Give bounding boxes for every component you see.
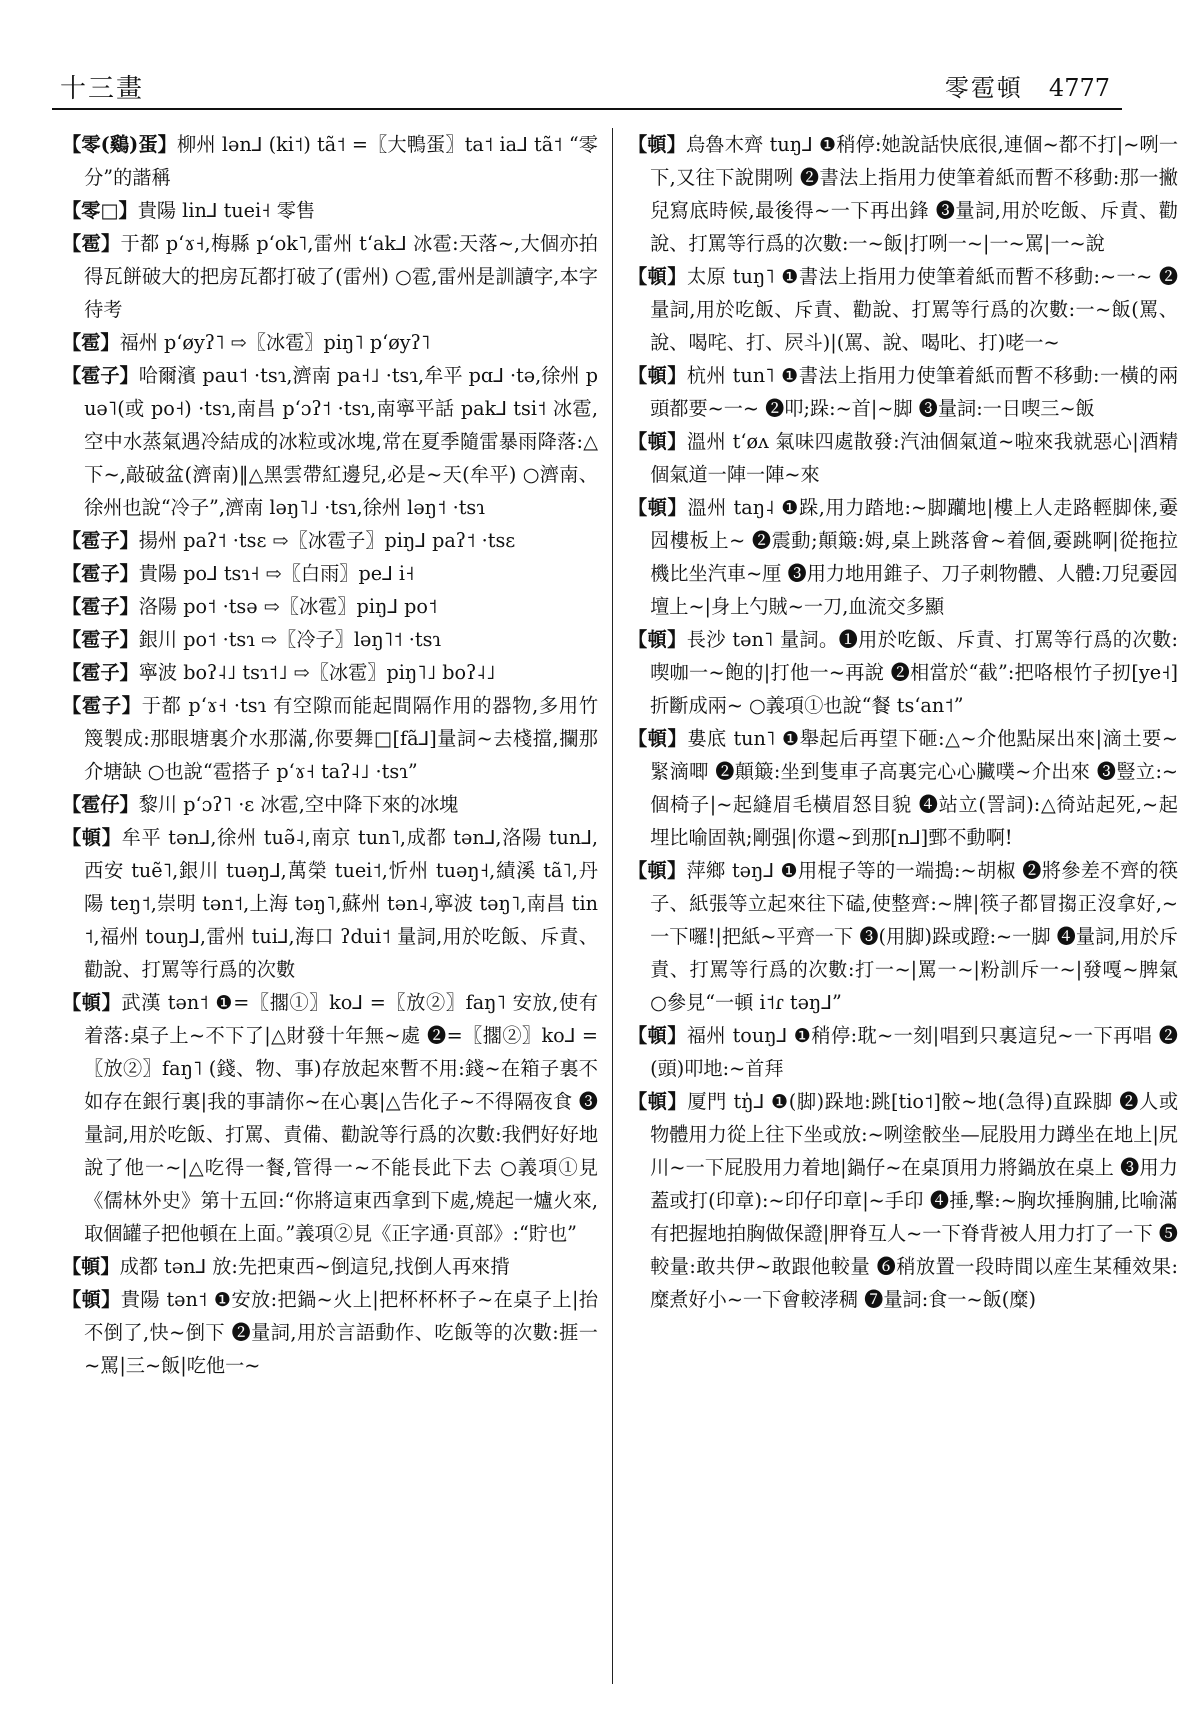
entry-definition: tun˥ ❶舉起后再望下砸:△~介他點屎出來|滴土要~緊滴唧 ❷顛簸:坐到隻車子高裏完心心臟噗~介出來 ❸豎立:~個椅子|~起縫眉毛橫眉怒目貌 ❹站立(詈詞):△徛站起死,~起埋比喻固執;剛强|你還~到那[n⅃]鄄不動啊! (650, 727, 1178, 849)
dictionary-entry (62, 359, 598, 524)
entry-headword: 【頓】 (628, 430, 687, 453)
entry-dialect-location: 柳州 (177, 133, 216, 156)
dictionary-entry (628, 722, 1178, 854)
entry-headword: 【雹子】 (62, 595, 139, 618)
entry-definition: tun˥ ❶書法上指用力使筆着紙而暫不移動:一橫的兩頭都要~一~ ❷叩;跺:~首|~脚 ❸量詞:一日喫三~飯 (650, 364, 1178, 420)
dictionary-entry (628, 1019, 1178, 1085)
entry-dialect-location: 寧波 (138, 661, 178, 684)
dictionary-entry (62, 194, 598, 227)
entry-dialect-location: 洛陽 (138, 595, 178, 618)
dictionary-entry (62, 986, 598, 1250)
entry-headword: 【雹】 (62, 232, 121, 255)
dictionary-entry (62, 689, 598, 788)
entry-dialect-location: 揚州 (138, 529, 178, 552)
page-header (52, 62, 1122, 110)
entry-definition: təŋ⅃ ❶用棍子等的一端搗:~胡椒 ❷將參差不齊的筷子、紙張等立起來往下磕,使整齊:~牌|筷子都冒搊正沒拿好,~一下囉!|把紙~平齊一下 ❸(用脚)跺或蹬:~一脚 ❹量詞,用於斥責、打罵等行爲的次數:打一~|罵一~|粉訓斥一~|發嘎~脾氣 ○參見“一頓 i˦ɾ təŋ⅃” (650, 859, 1178, 1014)
dictionary-entry (62, 326, 598, 359)
entry-headword: 【頓】 (628, 727, 688, 750)
entry-dialect-location: 黎川 (138, 793, 178, 816)
entry-dialect-location: 杭州 (686, 364, 727, 387)
entry-headword: 【頓】 (628, 859, 687, 882)
dictionary-entry (628, 1085, 1178, 1316)
entry-definition: lən⅃ (ki˦) tã˦ =〖大鴨蛋〗ta˦ ia⅃ tã˦ “零分”的諧稱 (84, 133, 598, 189)
entry-definition: tən˦ ❶安放:把鍋~火上|把杯杯杯子~在桌子上|抬不倒了,快~倒下 ❷量詞,用於言語動作、吃飯等的次數:捱一~罵|三~飯|吃他一~ (84, 1288, 598, 1377)
dictionary-entry (62, 557, 598, 590)
page-number: 4777 (1048, 74, 1110, 102)
dictionary-entry (62, 1250, 598, 1283)
entry-dialect-location: 貴陽 (120, 1288, 160, 1311)
entry-headword: 【頓】 (628, 133, 687, 156)
entry-dialect-location: 貴陽 (137, 199, 177, 222)
entry-definition: tən⅃ 放:先把東西~倒這兒,找倒人再來揹 (157, 1255, 510, 1278)
entry-dialect-location: 溫州 (687, 496, 727, 519)
entry-headword: 【雹子】 (62, 694, 142, 717)
dictionary-entry (62, 227, 598, 326)
entry-definition: touŋ⅃ ❶稍停:耽~一刻|唱到只裏這兒~一下再唱 ❷(頭)叩地:~首拜 (650, 1024, 1178, 1080)
dictionary-entry (628, 128, 1178, 260)
entry-dialect-location: 銀川 (138, 628, 178, 651)
entry-dialect-location: 武漢 (121, 991, 162, 1014)
entry-headword: 【頓】 (62, 991, 122, 1014)
column-divider (612, 128, 613, 1684)
entry-headword: 【頓】 (62, 1288, 121, 1311)
entry-headword: 【頓】 (62, 1255, 120, 1278)
dictionary-entry (628, 491, 1178, 623)
entry-dialect-location: 太原 (686, 265, 727, 288)
entry-definition: boʔ˨˩ tsɿ˦˩ ⇨〖冰雹〗piŋ˥˩ boʔ˨˩ (177, 661, 496, 684)
entry-dialect-location: 烏魯木齊 (686, 133, 764, 156)
entry-headword: 【雹子】 (62, 628, 139, 651)
entry-definition: tuŋ⅃ ❶稍停:她說話快底很,連個~都不打|~咧一下,又往下說開咧 ❷書法上指用力使筆着紙而暫不移動:那一撇兒寫底時候,最後得~一下再出鋒 ❸量詞,用於吃飯、斥責、勸說、打罵等行爲的次數:一~飯|打咧一~|一~罵|一~說 (650, 133, 1178, 255)
dictionary-entry (628, 425, 1178, 491)
dictionary-entry (62, 788, 598, 821)
right-column (628, 128, 1178, 1694)
entry-headword: 【零□】 (62, 199, 138, 222)
entry-headword: 【頓】 (628, 1090, 688, 1113)
entry-dialect-location: 于都 (120, 232, 160, 255)
dictionary-entry (628, 854, 1178, 1019)
entry-headword: 【雹】 (62, 331, 120, 354)
entry-definition: pau˦ ·tsɿ,濟南 pa˧˩ ·tsɿ,牟平 pɑ⅃ ·tə,徐州 puə˥(或 po˧) ·tsɿ,南昌 pʻɔʔ˦ ·tsɿ,南寧平話 pak⅃ tsi˦ 冰雹,空中水蒸氣遇冷結成的冰粒或冰塊,常在夏季隨雷暴雨降落:△下~,敲破盆(濟南)‖△黑雲帶紅邊兒,必是~天(牟平) ○濟南、徐州也說“冷子”,濟南 ləŋ˥˩ ·tsɿ,徐州 ləŋ˦ ·tsɿ (84, 364, 598, 519)
entry-dialect-location: 于都 (141, 694, 182, 717)
running-headwords (945, 68, 1110, 103)
entry-dialect-location: 厦門 (687, 1090, 727, 1113)
entry-dialect-location: 福州 (119, 331, 158, 354)
entry-definition: lin⅃ tuei˧ 零售 (176, 199, 316, 222)
dictionary-entry (62, 656, 598, 689)
entry-dialect-location: 溫州 (686, 430, 727, 453)
dictionary-entry (628, 359, 1178, 425)
dictionary-entry (62, 590, 598, 623)
entry-headword: 【頓】 (62, 826, 122, 849)
entry-headword: 【雹子】 (62, 562, 139, 585)
entry-definition: paʔ˦ ·tsɛ ⇨〖冰雹子〗piŋ⅃ paʔ˦ ·tsɛ (177, 529, 516, 552)
dictionary-entry (62, 821, 598, 986)
entry-definition: taŋ˨ ❶跺,用力踏地:~脚躪地|樓上人走路輕脚俫,嫑囥樓板上~ ❷震動;顛簸:姆,桌上跳落會~着個,嫑跳啊|從拖拉機比坐汽車~厘 ❸用力地用錐子、刀子刺物體、人體:刀兒嫑囥壇上~|身上勺賊~一刀,血流交多顯 (650, 496, 1178, 618)
entry-headword: 【頓】 (628, 496, 688, 519)
entry-definition: tən⅃,徐州 tuə̃˨,南京 tun˥,成都 tən⅃,洛陽 tun⅃,西安 tuẽ˥,銀川 tuəŋ⅃,萬榮 tuei˦,忻州 tuəŋ˧,績溪 tã˥,丹陽 teŋ˦,崇明 tən˦,上海 təŋ˥,蘇州 tən˨,寧波 təŋ˥,南昌 tin˦,福州 touŋ⅃,雷州 tui⅃,海口 ʔdui˦ 量詞,用於吃飯、斥責、勸說、打罵等行爲的次數 (84, 826, 598, 981)
section-title: 十三畫 (60, 74, 145, 104)
dictionary-entry (62, 524, 598, 557)
entry-definition: tən˥ 量詞。❶用於吃飯、斥責、打罵等行爲的次數:喫咖一~飽的|打他一~再說 ❷相當於“截”:把咯根竹子扨[ye˧]折斷成兩~ ○義項①也說“餐 tsʻan˦” (650, 628, 1178, 717)
entry-dialect-location: 長沙 (686, 628, 726, 651)
entry-definition: tŋ̍⅃ ❶(脚)跺地:跳[tio˦]骹~地(急得)直跺脚 ❷人或物體用力從上往下坐或放:~咧塗骹坐—屁股用力蹲坐在地上|尻川~一下屁股用力着地|鍋仔~在桌頂用力將鍋放在桌上 ❸用力蓋或打(印章):~印仔印章|~手印 ❹捶,擊:~胸坎捶胸脯,比喻滿有把握地拍胸做保證|胛脊互人~一下脊背被人用力打了一下 ❺較量:敢共伊~敢跟他較量 ❻稍放置一段時間以産生某種效果:糜煮好小~一下會較涍稠 ❼量詞:食一~飯(糜) (650, 1090, 1178, 1311)
entry-headword: 【雹子】 (62, 529, 139, 552)
entry-headword: 【零(鷄)蛋】 (62, 133, 177, 156)
entry-headword: 【頓】 (628, 364, 687, 387)
dictionary-entry (62, 1283, 598, 1382)
entry-definition: tən˦ ❶=〖擱①〗ko⅃ =〖放②〗faŋ˥ 安放,使有着落:桌子上~不下了|△財發十年無~處 ❷=〖擱②〗ko⅃ =〖放②〗faŋ˥ (錢、物、事)存放起來暫不用:錢~在箱子裏不如存在銀行裏|我的事請你~在心裏|△告化子~不得隔夜食 ❸量詞,用於吃飯、打罵、責備、勸說等行爲的次數:我們好好地說了他一~|△吃得一餐,管得一~不能長此下去 ○義項①見《儒林外史》第十五回:“你將這東西拿到下處,燒起一爐火來,取個罐子把他頓在上面。”義項②見《正字通·頁部》:“貯也” (84, 991, 598, 1245)
entry-headword: 【雹仔】 (62, 793, 139, 816)
entry-definition: tuŋ˥ ❶書法上指用力使筆着紙而暫不移動:~一~ ❷量詞,用於吃飯、斥責、勸說、打罵等行爲的次數:一~飯(罵、說、喝咤、打、屄斗)|(罵、說、喝叱、打)咾一~ (650, 265, 1178, 354)
headwords-label: 零雹頓 (944, 74, 1023, 102)
entry-definition: tʻøʌ 氣味四處散發:汽油個氣道~啦來我就惡心|酒精個氣道一陣一陣~來 (650, 430, 1178, 486)
entry-dialect-location: 萍鄉 (686, 859, 726, 882)
entry-dialect-location: 牟平 (121, 826, 162, 849)
entry-headword: 【雹子】 (62, 661, 139, 684)
dictionary-entry (62, 623, 598, 656)
entry-dialect-location: 福州 (686, 1024, 727, 1047)
entry-definition: pʻɔʔ˥ ·ɛ 冰雹,空中降下來的冰塊 (177, 793, 459, 816)
entry-definition: po˦ ·tsɿ ⇨〖冷子〗ləŋ˥˦ ·tsɿ (177, 628, 442, 651)
entry-definition: po˦ ·tsə ⇨〖冰雹〗piŋ⅃ po˦ (177, 595, 438, 618)
entry-dialect-location: 哈爾濱 (138, 364, 197, 387)
entry-dialect-location: 婁底 (687, 727, 727, 750)
entry-definition: po⅃ tsɿ˧ ⇨〖白雨〗pe⅃ i˧ (177, 562, 415, 585)
entry-headword: 【雹子】 (62, 364, 139, 387)
entry-definition: pʻøyʔ˥ ⇨〖冰雹〗piŋ˥ pʻøyʔ˥ (157, 331, 431, 354)
entry-headword: 【頓】 (628, 1024, 687, 1047)
dictionary-entry (628, 260, 1178, 359)
entry-dialect-location: 成都 (119, 1255, 158, 1278)
entry-definition: pʻɤ˧,梅縣 pʻok˥,雷州 tʻak⅃ 冰雹:天落~,大個亦拍得瓦餅破大的把房瓦都打破了(雷州) ○雹,雷州是訓讀字,本字待考 (84, 232, 598, 321)
entry-definition: pʻɤ˧ ·tsɿ 有空隙而能起間隔作用的器物,多用竹篾製成:那眼塘裏介水那滿,你要舞□[fã⅃]量詞~去棧擋,攔那介塘缺 ○也說“雹搭子 pʻɤ˧ taʔ˨˩ ·tsɿ” (84, 694, 598, 783)
entry-dialect-location: 貴陽 (138, 562, 178, 585)
dictionary-entry (628, 623, 1178, 722)
dictionary-entry (62, 128, 598, 194)
entry-headword: 【頓】 (628, 265, 687, 288)
left-column (62, 128, 598, 1694)
entry-headword: 【頓】 (628, 628, 687, 651)
